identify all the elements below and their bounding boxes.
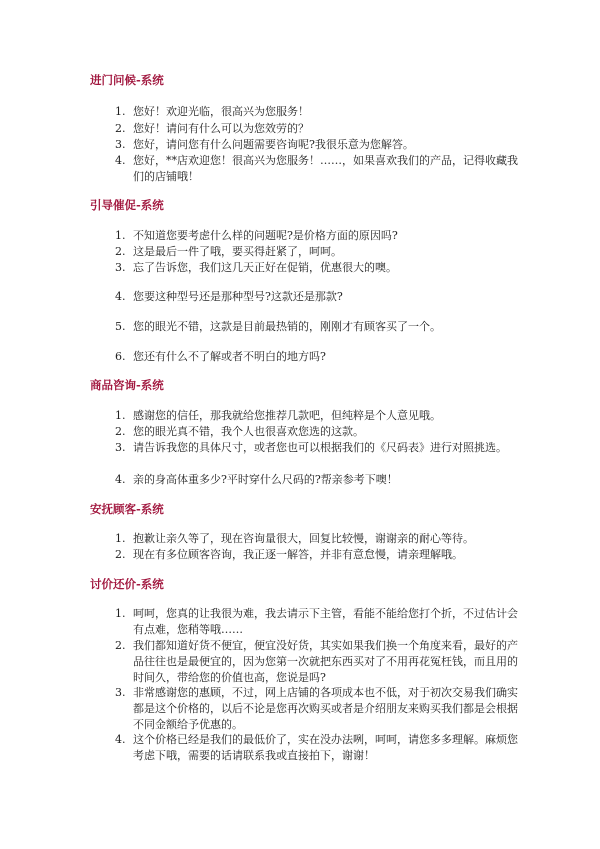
item-text: 忘了告诉您，我们这几天正好在促销，优惠很大的噢。 — [133, 261, 397, 274]
item-text: 我们都知道好货不便宜，便宜没好货，其实如果我们换一个角度来看，最好的产品往往也是最便宜的，因为您第一次就把东西买对了不用再花冤枉钱，而且用的时间久，带给您的价值也高，您说是吗? — [133, 639, 518, 684]
item-text: 您要这种型号还是那种型号?这款还是那款? — [133, 290, 343, 303]
item-text: 非常感谢您的惠顾，不过，网上店铺的各项成本也不低，对于初次交易我们确实都是这个价格的，以后不论是您再次购买或者是介绍朋友来购买我们都是会根据不同金额给予优惠的。 — [133, 686, 518, 731]
item-text: 请告诉我您的具体尺寸，或者您也可以根据我们的《尺码表》进行对照挑选。 — [133, 441, 507, 454]
item-number: 4. — [115, 290, 126, 303]
item-text: 您好，请问您有什么问题需要咨询呢?我很乐意为您解答。 — [133, 138, 414, 151]
item-number: 3. — [115, 441, 126, 454]
item-text: 这是最后一件了哦，要买得赶紧了，呵呵。 — [133, 245, 342, 258]
section-heading: 引导催促-系统 — [90, 198, 164, 212]
item-number: 4. — [115, 733, 126, 746]
item-number: 2. — [115, 548, 126, 561]
item-number: 1. — [115, 607, 126, 620]
section-heading: 商品咨询-系统 — [90, 378, 164, 392]
item-text: 您还有什么不了解或者不明白的地方吗? — [133, 350, 326, 363]
item-number: 2. — [115, 122, 126, 135]
item-text: 呵呵，您真的让我很为难，我去请示下主管，看能不能给您打个折，不过估计会有点难，您稍等哦…… — [133, 607, 518, 636]
item-number: 1. — [115, 105, 126, 118]
item-number: 3. — [115, 261, 126, 274]
item-text: 不知道您要考虑什么样的问题呢?是价格方面的原因吗? — [133, 229, 398, 242]
item-text: 您的眼光不错，这款是目前最热销的，刚刚才有顾客买了一个。 — [133, 320, 441, 333]
item-number: 1. — [115, 229, 126, 242]
item-text: 您好，**店欢迎您！很高兴为您服务！……，如果喜欢我们的产品，记得收藏我们的店铺哦！ — [133, 154, 518, 183]
item-number: 5. — [115, 320, 126, 333]
item-number: 3. — [115, 686, 126, 699]
item-text: 亲的身高体重多少?平时穿什么尺码的?帮亲参考下噢！ — [133, 473, 398, 486]
item-number: 2. — [115, 245, 126, 258]
item-text: 抱歉让亲久等了，现在咨询量很大，回复比较慢，谢谢亲的耐心等待。 — [133, 532, 474, 545]
item-text: 感谢您的信任，那我就给您推荐几款吧，但纯粹是个人意见哦。 — [133, 409, 441, 422]
section-heading: 安抚顾客-系统 — [90, 502, 164, 516]
item-number: 6. — [115, 350, 126, 363]
item-text: 您好！请问有什么可以为您效劳的？ — [133, 122, 309, 135]
item-text: 您的眼光真不错，我个人也很喜欢您选的这款。 — [133, 425, 364, 438]
item-number: 4. — [115, 473, 126, 486]
item-number: 3. — [115, 138, 126, 151]
item-number: 1. — [115, 532, 126, 545]
item-text: 这个价格已经是我们的最低价了，实在没办法咧，呵呵，请您多多理解。麻烦您考虑下哦，需要的话请联系我或直接拍下，谢谢！ — [133, 733, 518, 762]
item-text: 您好！欢迎光临，很高兴为您服务！ — [133, 105, 309, 118]
section-heading: 讨价还价-系统 — [90, 577, 164, 591]
item-number: 4. — [115, 154, 126, 167]
section-heading: 进门问候-系统 — [90, 73, 164, 87]
item-number: 1. — [115, 409, 126, 422]
item-number: 2. — [115, 425, 126, 438]
item-number: 2. — [115, 639, 126, 652]
item-text: 现在有多位顾客咨询，我正逐一解答，并非有意怠慢，请亲理解哦。 — [133, 548, 463, 561]
